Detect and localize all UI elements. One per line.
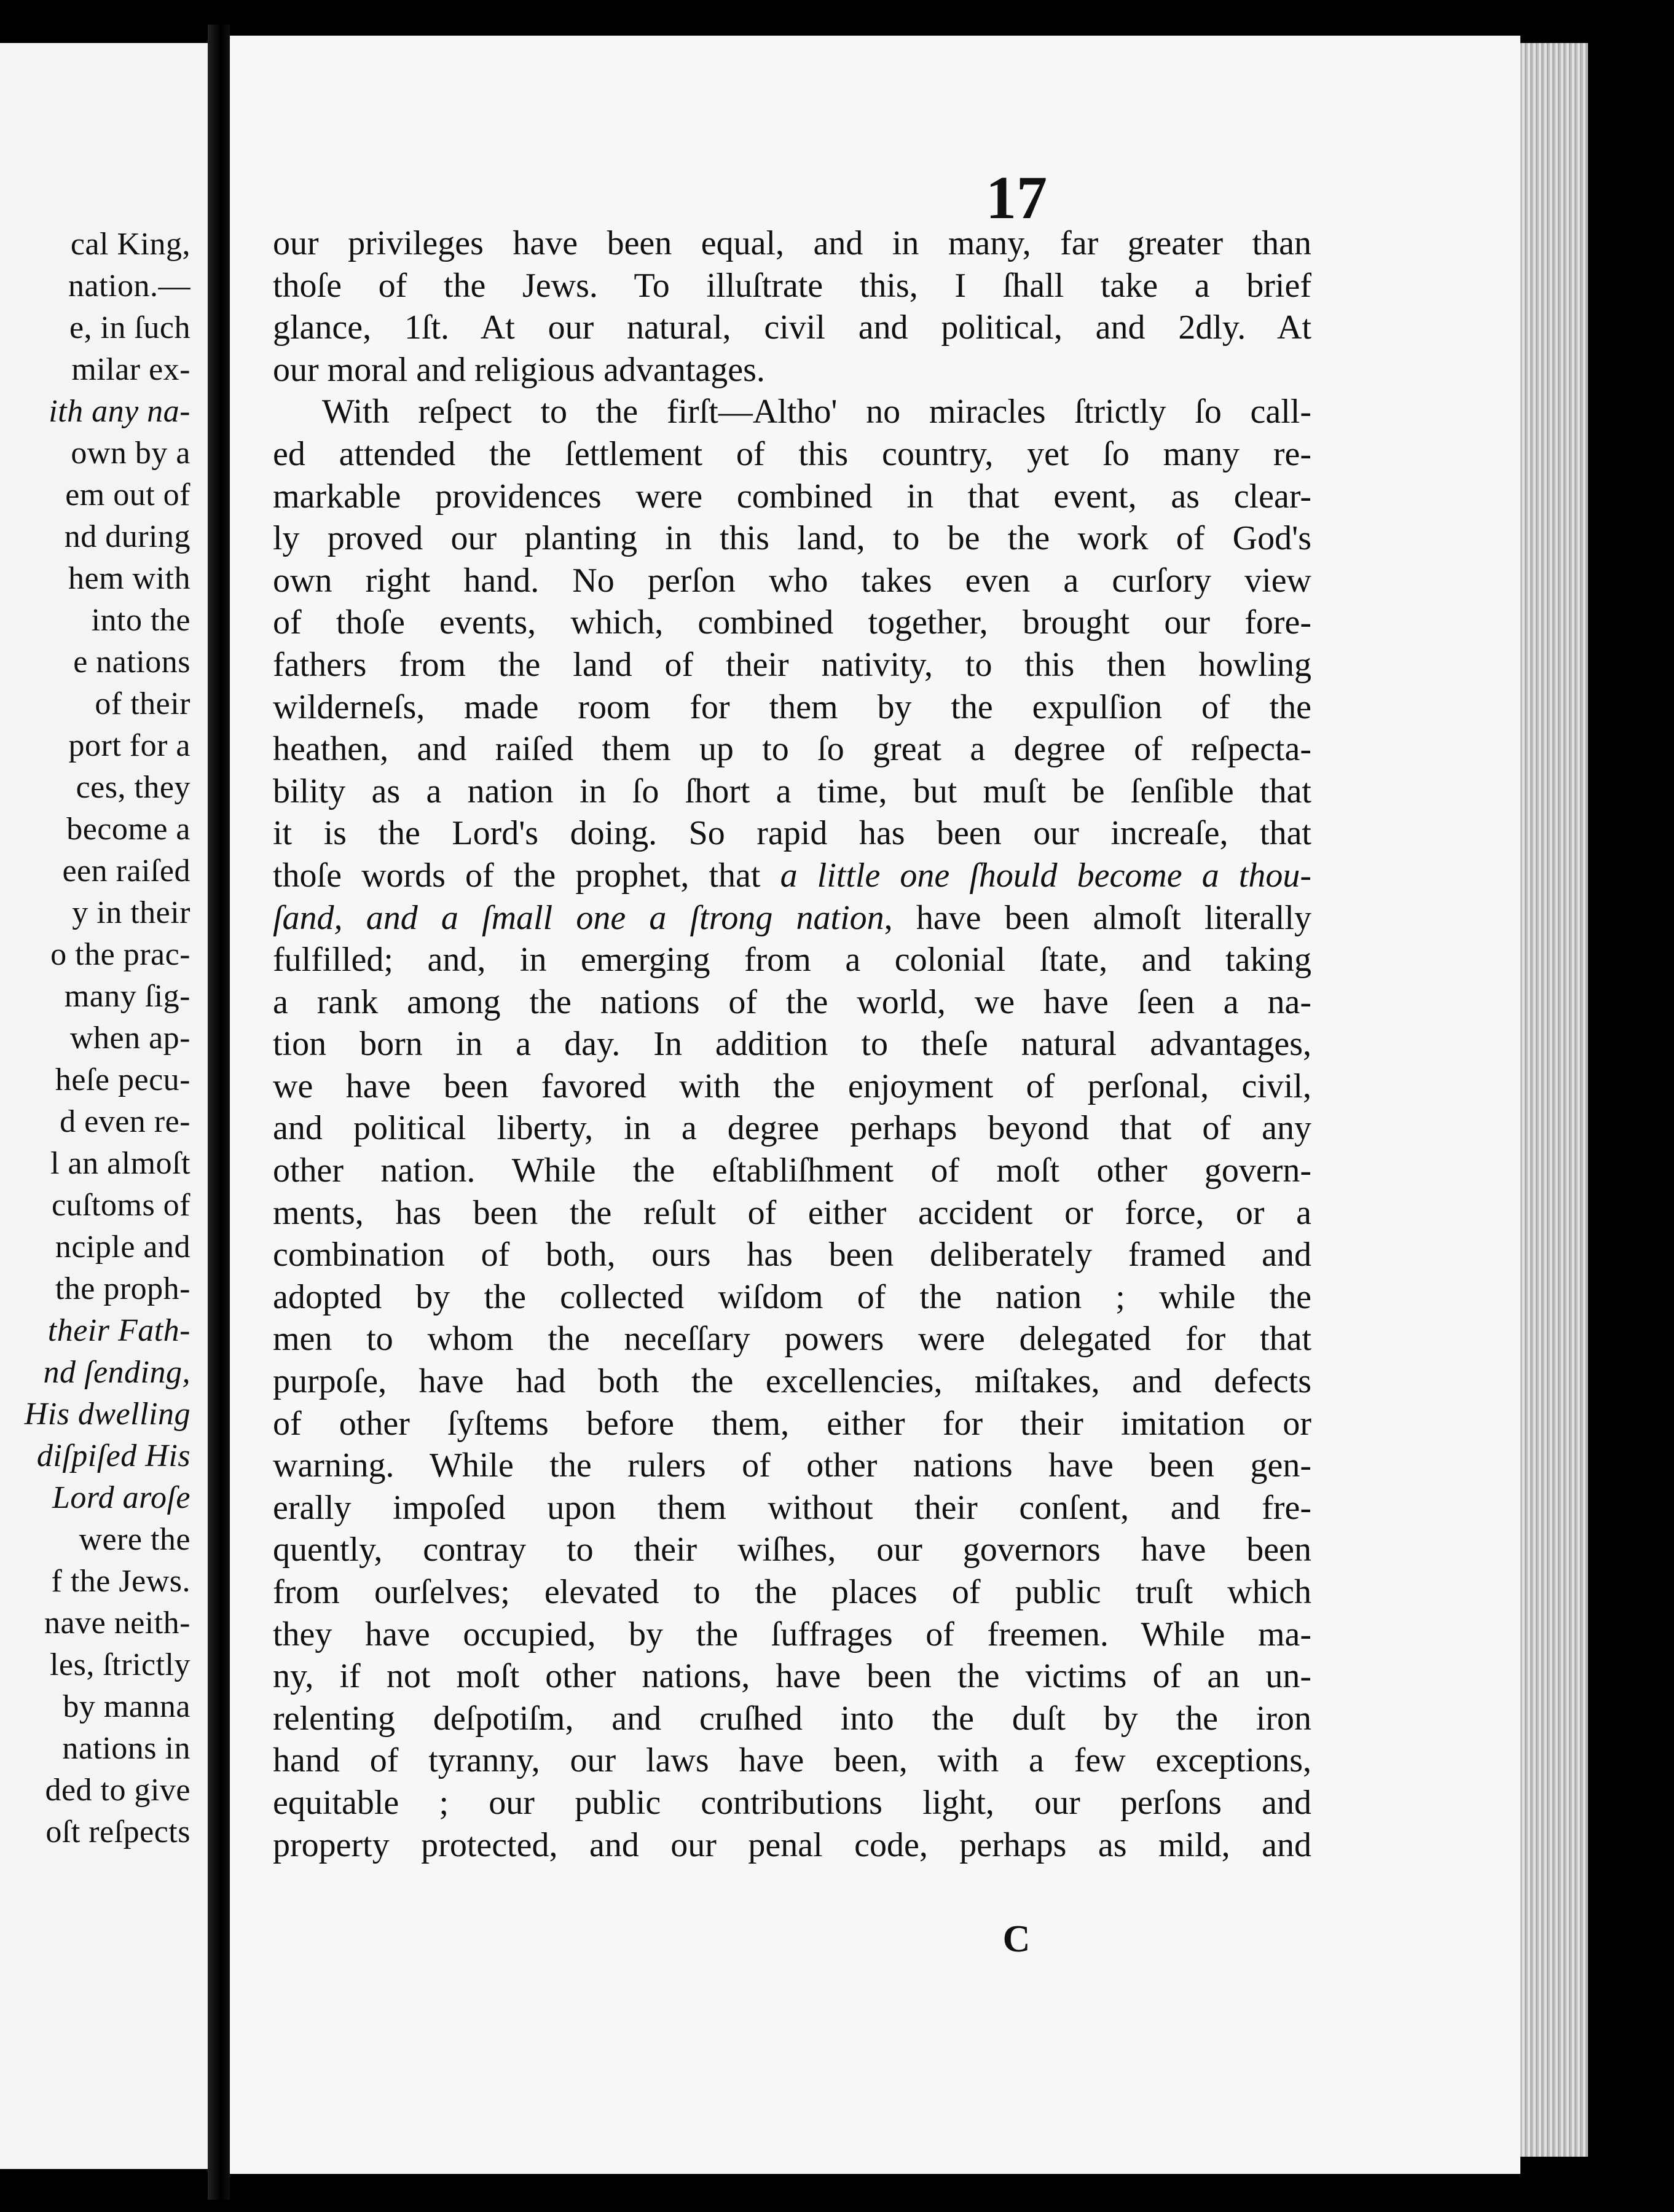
text-line: men to whom the neceſſary powers were delegated for that: [273, 1320, 1311, 1359]
text-line: ed attended the ſettlement of this country, yet ſo many re-: [273, 434, 1311, 473]
facing-page-line: the proph-: [55, 1271, 191, 1306]
text-line: With reſpect to the firſt—Altho' no miracles ſtrictly ſo call-: [322, 393, 1311, 431]
text-line: relenting deſpotiſm, and cruſhed into the duſt by the iron: [273, 1699, 1311, 1738]
facing-page-line: when ap-: [69, 1021, 191, 1056]
text-line: of thoſe events, which, combined together, brought our fore-: [273, 603, 1311, 642]
text-line: of other ſyſtems before them, either for their imitation or: [273, 1404, 1311, 1443]
body-text: [273, 222, 1311, 1866]
facing-page-line: een raiſed: [62, 853, 191, 888]
facing-page-line: e nations: [73, 645, 191, 680]
facing-page-line: heſe pecu-: [55, 1062, 191, 1097]
page-number: 17: [986, 163, 1047, 232]
facing-page-line: e, in ſuch: [69, 310, 191, 345]
facing-page-line: nation.—: [68, 269, 191, 304]
text-line: thoſe of the Jews. To illuſtrate this, I ſhall take a brief: [273, 266, 1311, 305]
text-line: wilderneſs, made room for them by the expulſion of the: [273, 688, 1311, 726]
text-line: own right hand. No perſon who takes even a curſory view: [273, 561, 1311, 600]
text-line: ſand, and a ſmall one a ſtrong nation, have been almoſt literally: [273, 898, 1311, 937]
facing-page-line: of their: [95, 686, 191, 721]
text-line: purpoſe, have had both the excellencies, miſtakes, and defects: [273, 1362, 1311, 1401]
facing-page-left: [0, 43, 208, 2169]
text-line: from ourſelves; elevated to the places of public truſt which: [273, 1573, 1311, 1611]
facing-page-line: em out of: [65, 477, 191, 512]
text-line: our moral and religious advantages.: [273, 350, 765, 389]
text-line: a rank among the nations of the world, we have ſeen a na-: [273, 982, 1311, 1021]
facing-page-line: milar ex-: [71, 352, 191, 387]
facing-page-line: nd ſending,: [43, 1355, 191, 1390]
facing-page-line: cal King,: [70, 227, 191, 262]
facing-page-line: become a: [66, 812, 191, 847]
facing-page-line: hem with: [68, 561, 191, 596]
text-line: quently, contray to their wiſhes, our governors have been: [273, 1531, 1311, 1569]
facing-page-line: nations in: [62, 1731, 191, 1766]
facing-page-text: [0, 224, 191, 1853]
text-line: tion born in a day. In addition to theſe natural advantages,: [273, 1025, 1311, 1064]
text-line: heathen, and raiſed them up to ſo great a degree of reſpecta-: [273, 730, 1311, 769]
facing-page-line: ith any na-: [49, 394, 191, 429]
text-line: thoſe words of the prophet, that a little one ſhould become a thou-: [273, 856, 1312, 895]
facing-page-line: nciple and: [55, 1230, 191, 1265]
facing-page-line: f the Jews.: [51, 1564, 191, 1599]
facing-page-line: nd during: [64, 519, 191, 554]
book-gutter: [208, 25, 230, 2200]
facing-page-line: cuſtoms of: [52, 1188, 191, 1223]
text-line: it is the Lord's doing. So rapid has been our increaſe, that: [273, 814, 1311, 853]
text-line: fathers from the land of their nativity, to this then howling: [273, 645, 1311, 684]
text-line: we have been favored with the enjoyment of perſonal, civil,: [273, 1067, 1311, 1105]
facing-page-line: y in their: [72, 895, 191, 930]
facing-page-line: by manna: [63, 1689, 191, 1724]
facing-page-line: port for a: [68, 728, 191, 763]
facing-page-line: into the: [91, 603, 191, 638]
facing-page-line: diſpiſed His: [36, 1438, 191, 1473]
text-line: ly proved our planting in this land, to be the work of God's: [273, 519, 1311, 558]
facing-page-line: ces, they: [76, 770, 191, 805]
facing-page-line: own by a: [71, 436, 191, 471]
text-line: warning. While the rulers of other nations have been gen-: [273, 1446, 1311, 1485]
text-line: hand of tyranny, our laws have been, with a few exceptions,: [273, 1741, 1311, 1780]
facing-page-line: Lord aroſe: [52, 1480, 191, 1515]
text-line: ny, if not moſt other nations, have been the victims of an un-: [273, 1657, 1311, 1696]
text-line: property protected, and our penal code, perhaps as mild, and: [273, 1826, 1311, 1864]
text-line: markable providences were combined in that event, as clear-: [273, 477, 1311, 516]
facing-page-line: nave neith-: [44, 1606, 191, 1641]
facing-page-line: l an almoſt: [50, 1146, 191, 1181]
facing-page-line: d even re-: [60, 1104, 191, 1139]
facing-page-line: their Fath-: [47, 1313, 191, 1348]
text-line: and political liberty, in a degree perhaps beyond that of any: [273, 1109, 1311, 1148]
text-line: fulfilled; and, in emerging from a colonial ſtate, and taking: [273, 941, 1311, 979]
facing-page-line: His dwelling: [24, 1397, 191, 1432]
facing-page-line: les, ſtrictly: [50, 1647, 191, 1682]
text-line: erally impoſed upon them without their conſent, and fre-: [273, 1488, 1311, 1527]
text-line: our privileges have been equal, and in many, far greater than: [273, 224, 1311, 262]
facing-page-line: oſt reſpects: [45, 1814, 191, 1849]
facing-page-line: ded to give: [45, 1773, 191, 1808]
facing-page-line: were the: [79, 1522, 191, 1557]
text-line: other nation. While the eſtabliſhment of moſt other govern-: [273, 1151, 1311, 1190]
page-edges: [1520, 43, 1588, 2157]
text-line: bility as a nation in ſo ſhort a time, but muſt be ſenſible that: [273, 772, 1311, 810]
text-line: equitable ; our public contributions light, our perſons and: [273, 1783, 1311, 1822]
facing-page-line: many ſig-: [64, 979, 191, 1014]
signature-mark: C: [1002, 1918, 1031, 1960]
text-line: they have occupied, by the ſuffrages of freemen. While ma-: [273, 1615, 1311, 1653]
facing-page-line: o the prac-: [50, 937, 191, 972]
text-line: adopted by the collected wiſdom of the nation ; while the: [273, 1277, 1311, 1316]
text-line: glance, 1ſt. At our natural, civil and political, and 2dly. At: [273, 308, 1311, 347]
text-line: ments, has been the reſult of either accident or force, or a: [273, 1193, 1311, 1232]
text-line: combination of both, ours has been deliberately framed and: [273, 1236, 1311, 1274]
